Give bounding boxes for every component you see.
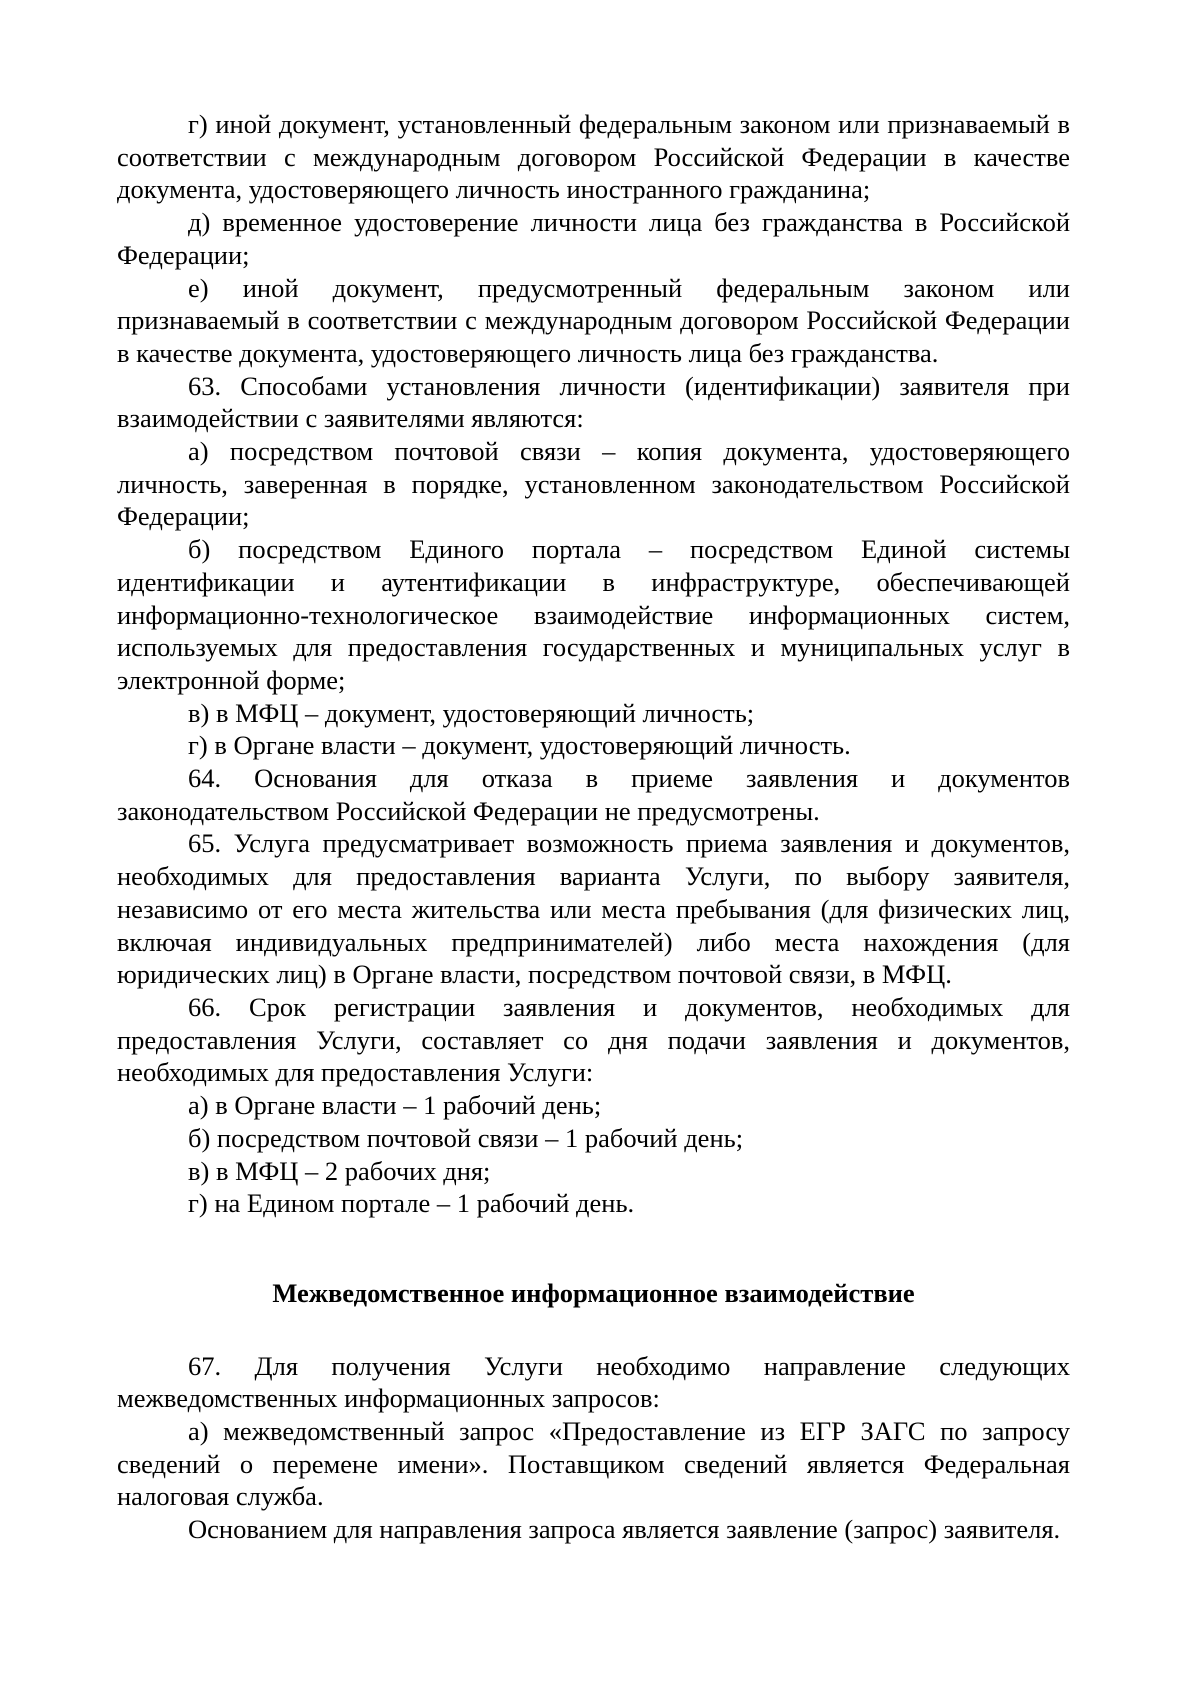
paragraph-63a-postal: а) посредством почтовой связи – копия документа, удостоверяющего личность, заверенная в порядке, установленном законодательством Российской Федерации; — [117, 436, 1070, 532]
paragraph-67-interagency-requests: 67. Для получения Услуги необходимо направление следующих межведомственных информационных запросов: — [117, 1350, 1070, 1414]
paragraph-66-registration-term: 66. Срок регистрации заявления и документов, необходимых для предоставления Услуги, составляет со дня подачи заявления и документов, необходимых для предоставления Услуги: — [117, 991, 1070, 1088]
paragraph-66a-authority: а) в Органе власти – 1 рабочий день; — [188, 1090, 602, 1121]
paragraph-66g-portal: г) на Едином портале – 1 рабочий день. — [188, 1188, 635, 1219]
paragraph-63v-mfc: в) в МФЦ – документ, удостоверяющий личность; — [188, 697, 755, 728]
paragraph-65-extraterritorial: 65. Услуга предусматривает возможность приема заявления и документов, необходимых для предоставления варианта Услуги, по выбору заявителя, независимо от его места жительства или места пребывания (для физических лиц, включая индивидуальных предпринимателей) либо места нахождения (для юридических лиц) в Органе власти, посредством почтовой связи, в МФЦ. — [117, 828, 1070, 990]
section-heading: Межведомственное информационное взаимодействие — [272, 1277, 915, 1308]
paragraph-63-identification-methods: 63. Способами установления личности (идентификации) заявителя при взаимодействии с заявителями являются: — [117, 370, 1070, 434]
paragraph-d-temporary-id: д) временное удостоверение личности лица без гражданства в Российской Федерации; — [117, 207, 1070, 270]
document-page — [117, 108, 1070, 1546]
paragraph-64-refusal-grounds: 64. Основания для отказа в приеме заявления и документов законодательством Российской Федерации не предусмотрены. — [117, 763, 1070, 826]
paragraph-request-basis: Основанием для направления запроса является заявление (запрос) заявителя. — [188, 1514, 1061, 1545]
paragraph-67a-egr-zags: а) межведомственный запрос «Предоставление из ЕГР ЗАГС по запросу сведений о перемене имени». Поставщиком сведений является Федеральная налоговая служба. — [117, 1416, 1070, 1512]
paragraph-66b-postal: б) посредством почтовой связи – 1 рабочий день; — [188, 1122, 744, 1153]
paragraph-g-foreign-doc: г) иной документ, установленный федеральным законом или признаваемый в соответствии с международным договором Российской Федерации в качестве документа, удостоверяющего личность иностранного гражданина; — [117, 109, 1070, 205]
paragraph-e-stateless-doc: е) иной документ, предусмотренный федеральным законом или признаваемый в соответствии с международным договором Российской Федерации в качестве документа, удостоверяющего личность лица без гражданства. — [117, 272, 1070, 368]
paragraph-66v-mfc: в) в МФЦ – 2 рабочих дня; — [188, 1155, 491, 1186]
paragraph-63b-portal: б) посредством Единого портала – посредством Единой системы идентификации и аутентификации в инфраструктуре, обеспечивающей информационно-технологическое взаимодействие информационных систем, используемых для предоставления государственных и муниципальных услуг в электронной форме; — [117, 534, 1070, 695]
paragraph-63g-authority: г) в Органе власти – документ, удостоверяющий личность. — [188, 730, 851, 761]
